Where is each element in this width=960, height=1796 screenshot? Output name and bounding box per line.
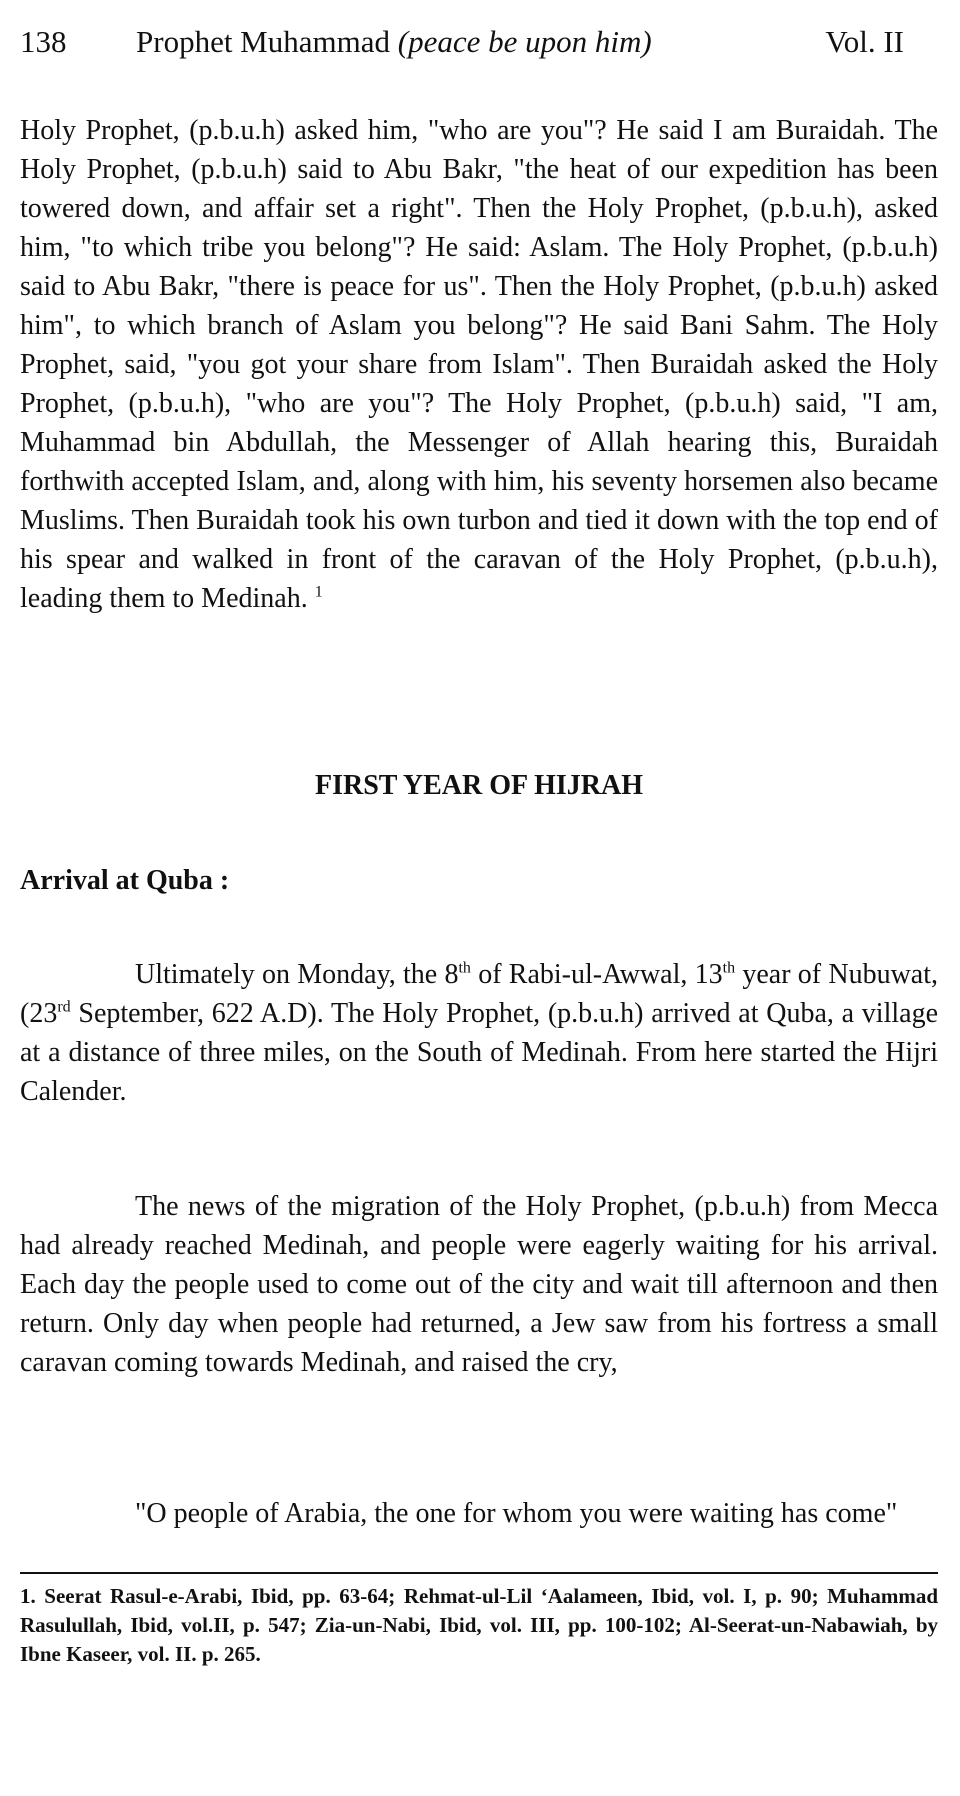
paragraph-arrival-text-4: September, 622 A.D). The Holy Prophet, (p.b.u.h) arrived at Quba, a village at a distance of three miles, on the South of Medinah. From here started the Hijri Calender.	[20, 998, 938, 1107]
paragraph-buraidah-text: Holy Prophet, (p.b.u.h) asked him, "who are you"? He said I am Buraidah. The Holy Prophet, (p.b.u.h) said to Abu Bakr, "the heat of our expedition has been towered down, and affair set a right". Then the Holy Prophet, (p.b.u.h), asked him, "to which tribe you belong"? He said: Aslam. The Holy Prophet, (p.b.u.h) said to Abu Bakr, "there is peace for us". Then the Holy Prophet, (p.b.u.h) asked him", to which branch of Aslam you belong"? He said Bani Sahm. The Holy Prophet, said, "you got your share from Islam". Then Buraidah asked the Holy Prophet, (p.b.u.h), "who are you"? The Holy Prophet, (p.b.u.h) said, "I am, Muhammad bin Abdullah, the Messenger of Allah hearing this, Buraidah forthwith accepted Islam, and, along with him, his seventy horsemen also became Muslims. Then Buraidah took his own turbon and tied it down with the top end of his spear and walked in front of the caravan of the Holy Prophet, (p.b.u.h), leading them to Medinah.	[20, 115, 938, 614]
page-header	[20, 22, 940, 62]
footnote-text: 1. Seerat Rasul-e-Arabi, Ibid, pp. 63-64; Rehmat-ul-Lil ‘Aalameen, Ibid, vol. I, p. 90; Muhammad Rasulullah, Ibid, vol.II, p. 547; Zia-un-Nabi, Ibid, vol. III, pp. 100-102; Al-Seerat-un-Nabawiah, by Ibne Kaseer, vol. II. p. 265.	[20, 1584, 938, 1666]
paragraph-migration-news: The news of the migration of the Holy Prophet, (p.b.u.h) from Mecca had already reached Medinah, and people were eagerly waiting for his arrival. Each day the people used to come out of the city and wait till afternoon and then return. Only day when people had returned, a Jew saw from his fortress a small caravan coming towards Medinah, and raised the cry,	[20, 1191, 938, 1378]
book-page	[20, 0, 940, 1796]
paragraph-arrival-text-3: year of Nubuwat, (23	[20, 959, 939, 1029]
paragraph-arrival-quba	[20, 955, 938, 1111]
paragraph-arrival-text-2: of Rabi-ul-Awwal, 13	[470, 959, 723, 990]
ordinal-suffix: th	[458, 959, 471, 977]
paragraph-arrival-text-1: Ultimately on Monday, the 8	[135, 959, 459, 990]
paragraph-buraidah	[20, 111, 938, 618]
page-number: 138	[20, 24, 67, 59]
footnote-reference: 1	[314, 583, 323, 601]
volume-label: Vol. II	[825, 24, 904, 59]
running-title-text: Prophet Muhammad	[136, 24, 390, 59]
ordinal-suffix: rd	[57, 998, 71, 1016]
block-quote: "O people of Arabia, the one for whom you were waiting has come"	[135, 1498, 898, 1529]
running-title	[136, 22, 652, 62]
running-title-emphasis: (peace be upon him)	[397, 24, 652, 59]
ordinal-suffix: th	[722, 959, 736, 977]
footnote-divider	[20, 1572, 938, 1574]
section-heading: FIRST YEAR OF HIJRAH	[314, 770, 643, 801]
subsection-heading: Arrival at Quba :	[20, 865, 230, 896]
